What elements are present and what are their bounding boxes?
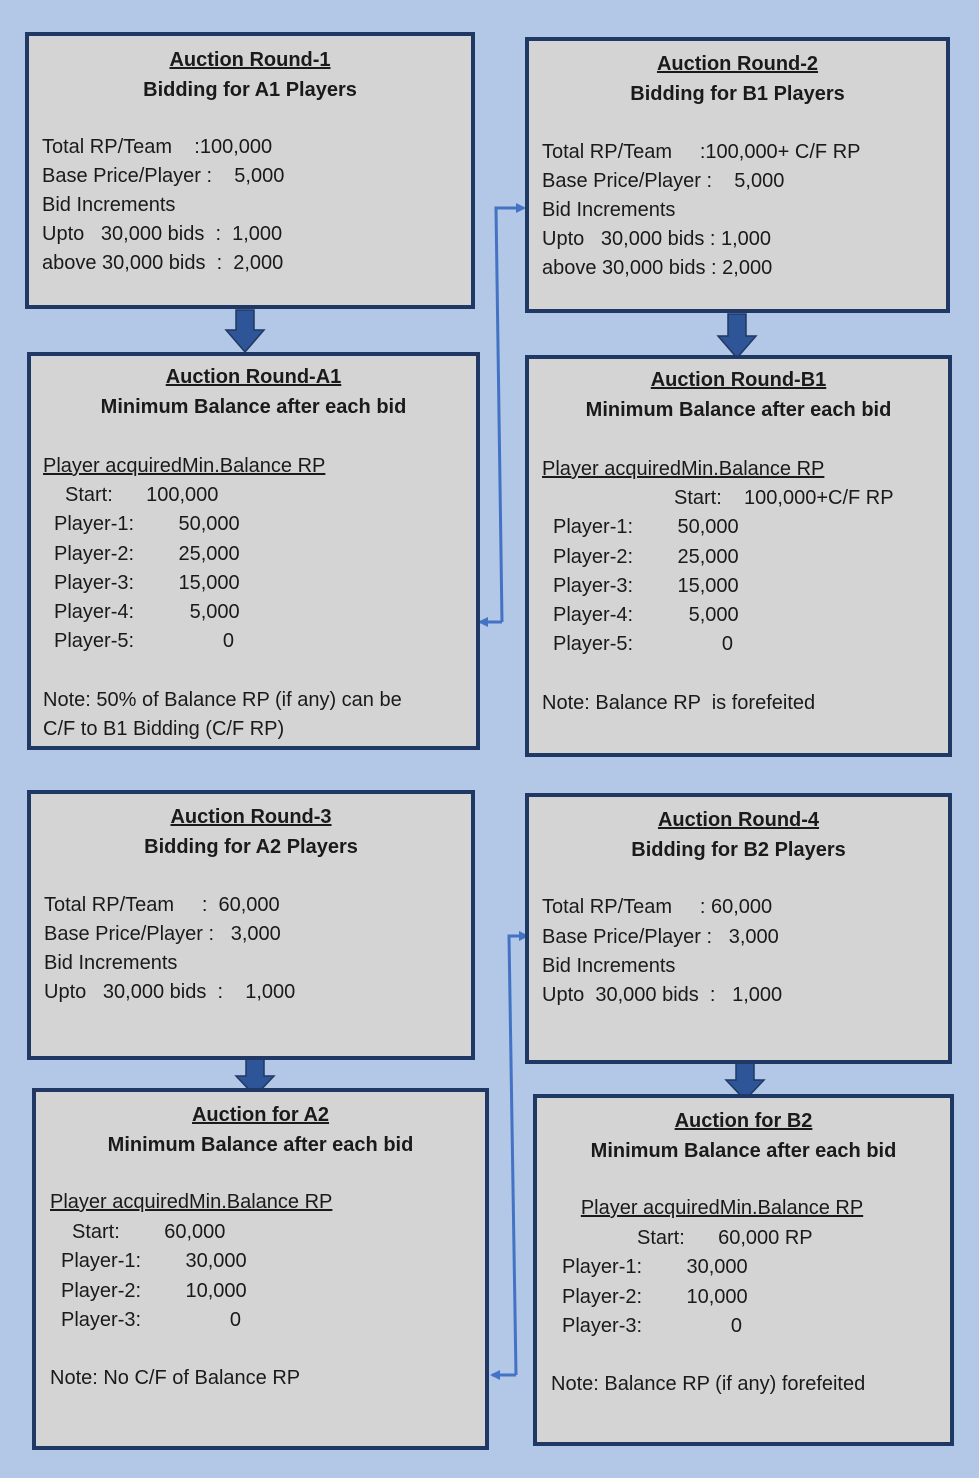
round1-line: above 30,000 bids : 2,000 — [42, 252, 284, 274]
round-b1-player: Player-4: 5,000 — [553, 604, 739, 626]
round3-line: Base Price/Player : 3,000 — [44, 923, 281, 945]
round3-subtitle: Bidding for A2 Players — [144, 836, 358, 858]
round1-title: Auction Round-1 — [169, 49, 331, 71]
round-b2-note: Note: Balance RP (if any) forefeited — [551, 1373, 866, 1395]
round-a2-title: Auction for A2 — [191, 1104, 330, 1126]
round-a2-note: Note: No C/F of Balance RP — [50, 1367, 301, 1389]
round4-line: Bid Increments — [542, 955, 676, 977]
round1-subtitle: Bidding for A1 Players — [143, 79, 357, 101]
round4-line: Upto 30,000 bids : 1,000 — [542, 984, 783, 1006]
round3-title: Auction Round-3 — [170, 806, 332, 828]
round4-title: Auction Round-4 — [657, 809, 820, 831]
round-a2-start: Start: 60,000 — [72, 1221, 226, 1243]
round-b2-player: Player-2: 10,000 — [562, 1286, 748, 1308]
round1-line: Base Price/Player : 5,000 — [42, 165, 285, 187]
round3-line: Total RP/Team : 60,000 — [44, 894, 280, 916]
round-b1-player: Player-2: 25,000 — [553, 546, 739, 568]
round-b2-box — [533, 1094, 954, 1446]
round-a2-player: Player-1: 30,000 — [61, 1250, 247, 1272]
round3-line: Upto 30,000 bids : 1,000 — [44, 981, 296, 1003]
round4-box — [525, 793, 952, 1064]
round-a1-player: Player-5: 0 — [54, 630, 235, 652]
down-arrow-round2-to-b1 — [718, 314, 756, 358]
round-a1-table-header: Player acquiredMin.Balance RP — [43, 455, 326, 477]
round-a2-box — [32, 1088, 489, 1450]
round-b2-table-header: Player acquiredMin.Balance RP — [580, 1197, 864, 1219]
round-b1-player: Player-5: 0 — [553, 633, 734, 655]
round-b2-player: Player-3: 0 — [562, 1315, 743, 1337]
round-b1-note: Note: Balance RP is forefeited — [542, 692, 816, 714]
round2-line: Total RP/Team :100,000+ C/F RP — [542, 141, 861, 163]
round-b1-start: Start: 100,000+C/F RP — [674, 487, 894, 509]
round2-box — [525, 37, 950, 313]
round-b2-subtitle: Minimum Balance after each bid — [590, 1140, 897, 1162]
round-a1-start: Start: 100,000 — [65, 484, 219, 506]
round2-title: Auction Round-2 — [656, 53, 819, 75]
round-a1-title: Auction Round-A1 — [165, 366, 342, 388]
down-arrow-round1-to-a1 — [226, 310, 264, 352]
round-a1-box — [27, 352, 480, 750]
round-a1-player: Player-4: 5,000 — [54, 601, 240, 623]
round-b1-title: Auction Round-B1 — [650, 369, 827, 391]
round1-box — [25, 32, 475, 309]
round4-line: Total RP/Team : 60,000 — [542, 896, 773, 918]
round-b2-title: Auction for B2 — [674, 1110, 813, 1132]
round-a2-player: Player-3: 0 — [61, 1309, 242, 1331]
round3-line: Bid Increments — [44, 952, 178, 974]
round-b1-table-header: Player acquiredMin.Balance RP — [542, 458, 825, 480]
round3-box — [27, 790, 475, 1060]
round-b2-player: Player-1: 30,000 — [562, 1256, 748, 1278]
round-a2-subtitle: Minimum Balance after each bid — [107, 1134, 414, 1156]
round2-line: Base Price/Player : 5,000 — [542, 170, 785, 192]
round4-subtitle: Bidding for B2 Players — [631, 839, 846, 861]
round-b1-box — [525, 355, 952, 757]
round-a1-subtitle: Minimum Balance after each bid — [100, 396, 407, 418]
round-b1-player: Player-1: 50,000 — [553, 516, 739, 538]
round2-line: Upto 30,000 bids : 1,000 — [542, 228, 772, 250]
round-a2-player: Player-2: 10,000 — [61, 1280, 247, 1302]
connector-a2-to-round4 — [492, 936, 527, 1375]
round-a1-player: Player-1: 50,000 — [54, 513, 240, 535]
round-b2-start: Start: 60,000 RP — [637, 1227, 813, 1249]
round-b1-player: Player-3: 15,000 — [553, 575, 739, 597]
round-b1-subtitle: Minimum Balance after each bid — [585, 399, 892, 421]
round-a1-note: Note: 50% of Balance RP (if any) can be — [43, 689, 402, 711]
connector-a1-to-round2 — [480, 208, 524, 622]
round2-subtitle: Bidding for B1 Players — [630, 83, 845, 105]
round-a1-player: Player-3: 15,000 — [54, 572, 240, 594]
round4-line: Base Price/Player : 3,000 — [542, 926, 779, 948]
round-a2-table-header: Player acquiredMin.Balance RP — [50, 1191, 333, 1213]
round-a1-note: C/F to B1 Bidding (C/F RP) — [43, 718, 285, 740]
round2-line: above 30,000 bids : 2,000 — [542, 257, 773, 279]
round1-line: Total RP/Team :100,000 — [42, 136, 273, 158]
round1-line: Bid Increments — [42, 194, 176, 216]
round2-line: Bid Increments — [542, 199, 676, 221]
round-a1-player: Player-2: 25,000 — [54, 543, 240, 565]
round1-line: Upto 30,000 bids : 1,000 — [42, 223, 283, 245]
